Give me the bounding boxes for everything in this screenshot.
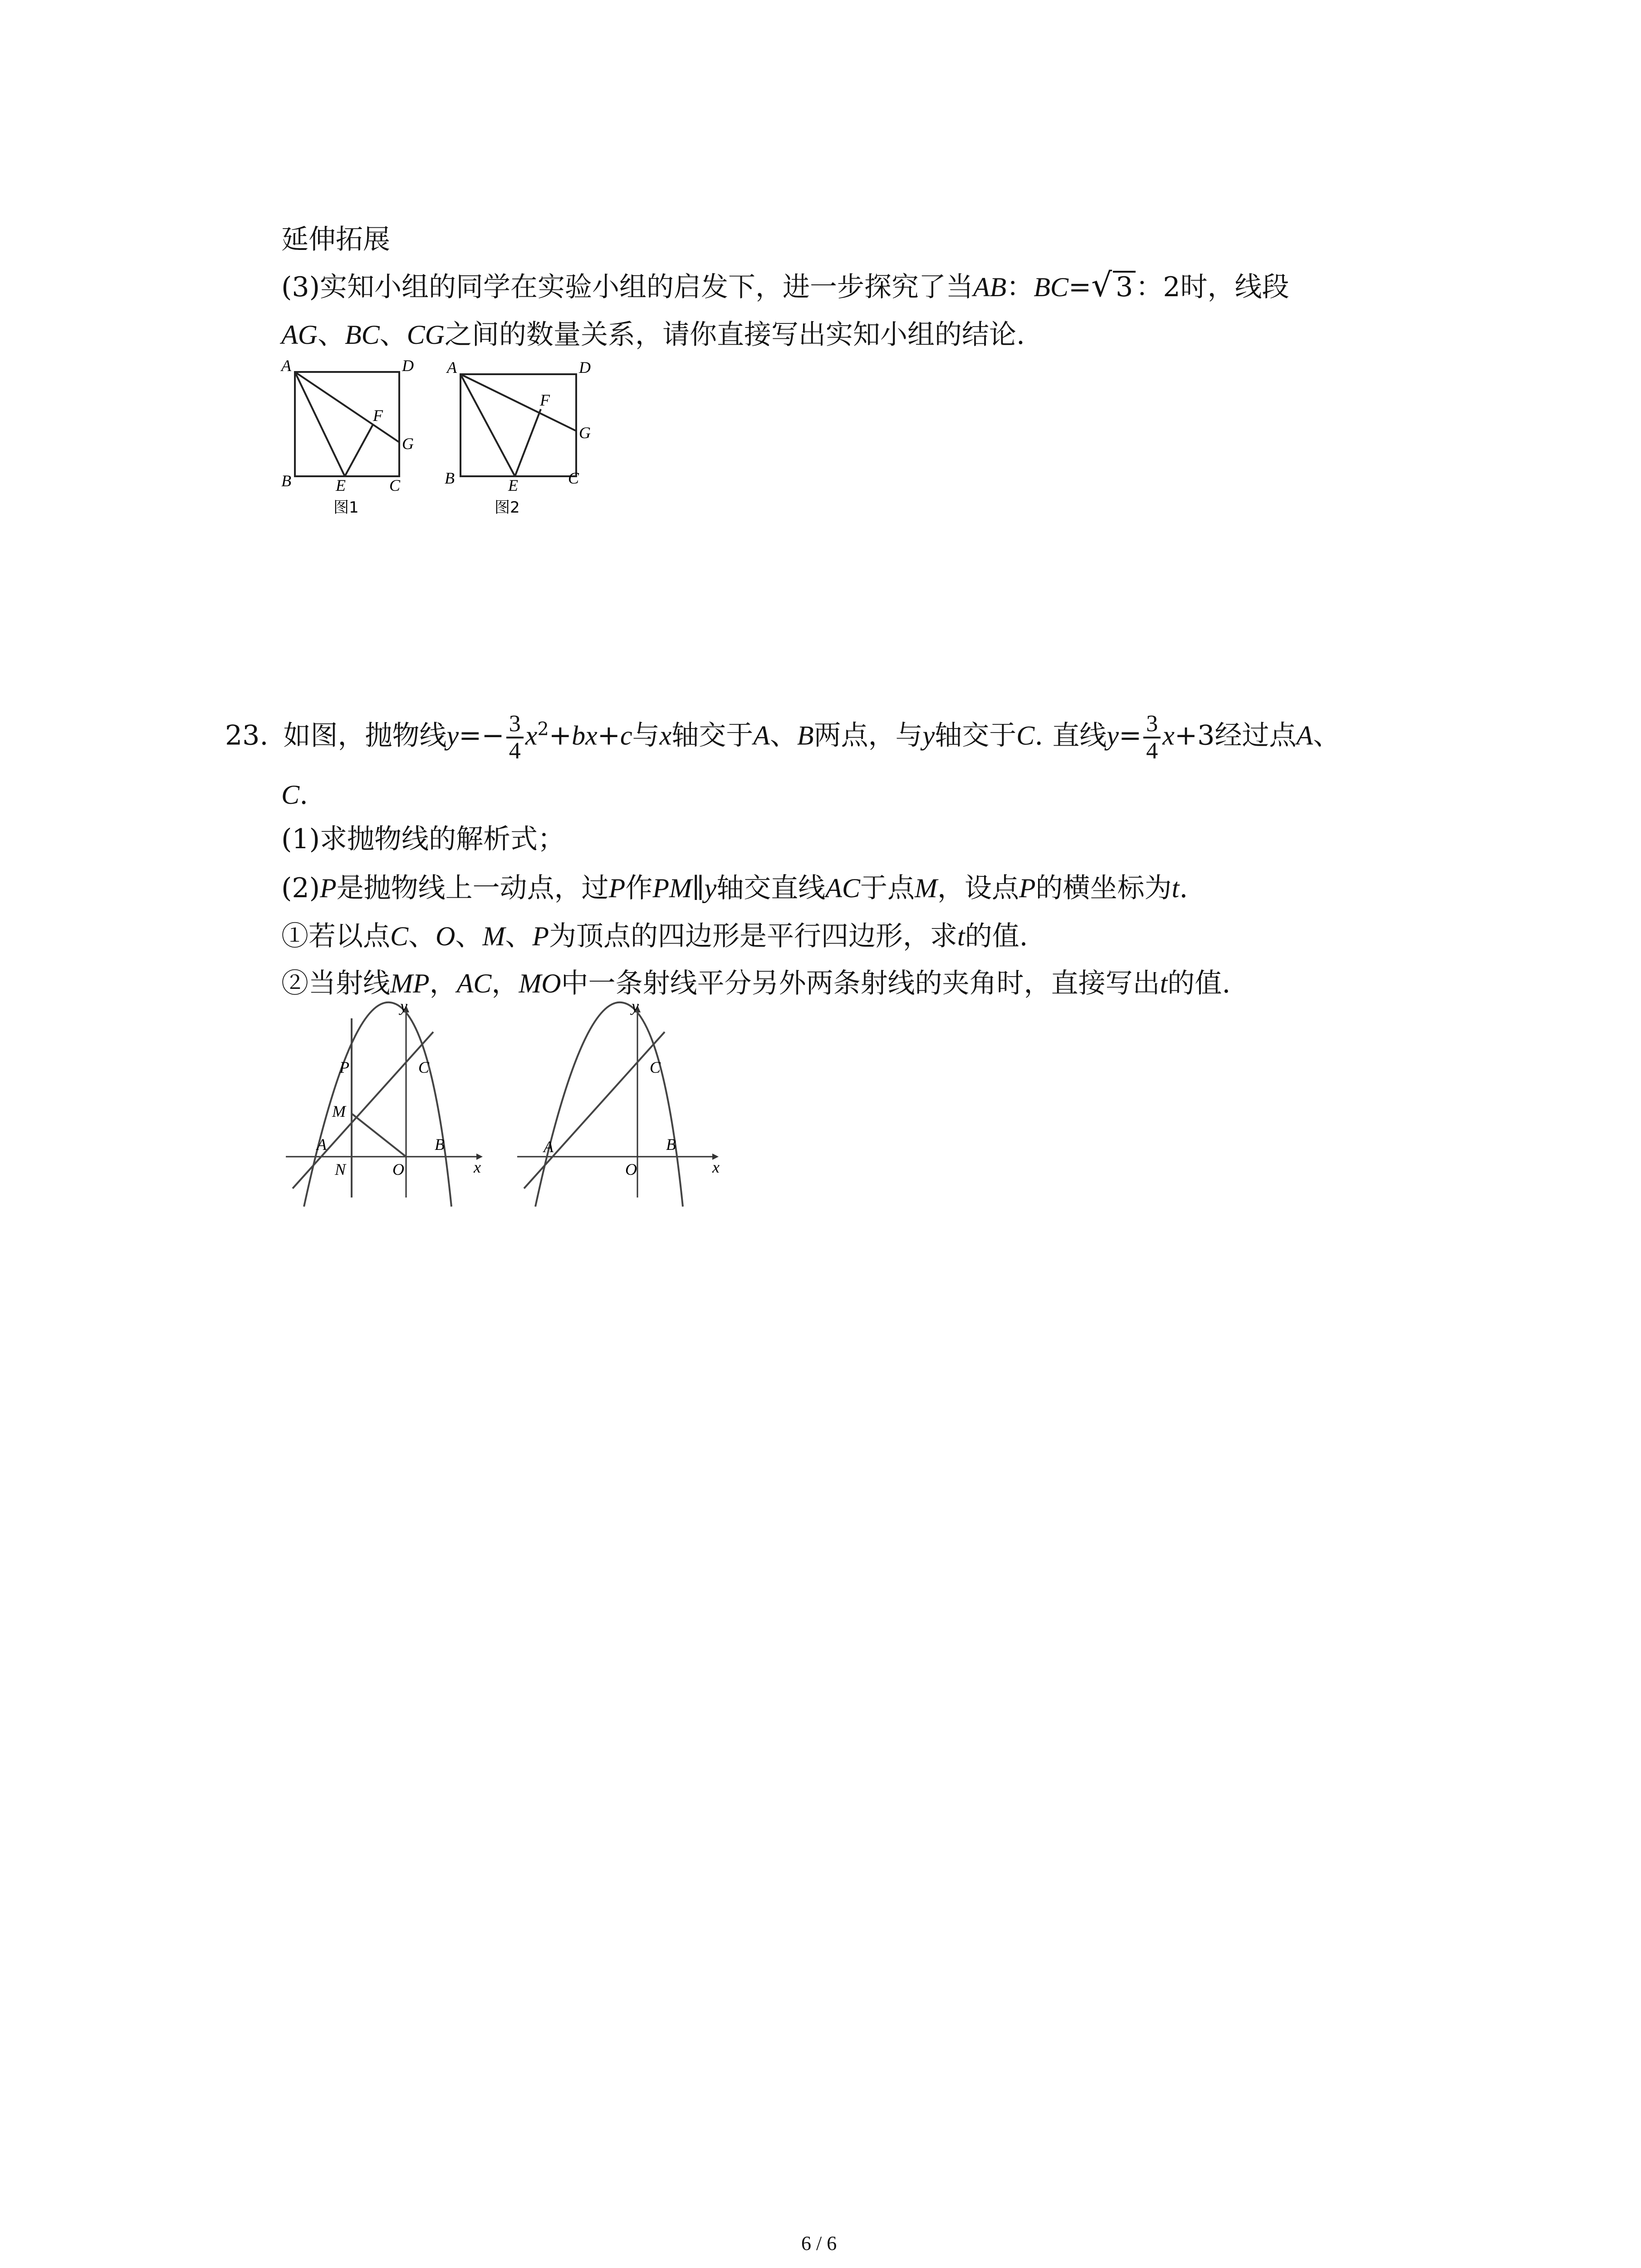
q23-case2: ②当射线MP，AC，MO中一条射线平分另外两条射线的夹角时，直接写出t的值. bbox=[281, 968, 1231, 999]
section-title: 延伸拓展 bbox=[281, 224, 390, 255]
label-G: G bbox=[579, 424, 591, 442]
point-A-label: A bbox=[317, 1135, 327, 1154]
q23-line1: 23. 如图，抛物线y=− $\frac{3}{4}$ $x^2+bx+c$与x轴交于A、B两点，与y轴交于C. 直线y= $\frac{3}{4}$ x+3经过点A、 bbox=[225, 711, 1340, 764]
point-M-label: M bbox=[332, 1102, 346, 1120]
q23-line2: C. bbox=[281, 779, 309, 811]
figure-1 bbox=[268, 358, 417, 517]
label-C: C bbox=[389, 476, 401, 494]
point-A-label: A bbox=[544, 1138, 554, 1156]
figure-2-caption: 图2 bbox=[495, 499, 520, 517]
label-A: A bbox=[281, 357, 291, 375]
label-A: A bbox=[447, 358, 457, 376]
label-G: G bbox=[402, 435, 414, 453]
point-C-label: C bbox=[650, 1058, 661, 1076]
axis-y-label: y bbox=[632, 997, 639, 1015]
q22-part3-line1: (3)实知小组的同学在实验小组的启发下，进一步探究了当AB：BC=√ 3 ：2时，线段 bbox=[281, 266, 1289, 304]
label-E: E bbox=[336, 476, 346, 494]
point-P-label: P bbox=[339, 1058, 349, 1076]
axis-x-label: x bbox=[712, 1158, 720, 1176]
label-F: F bbox=[540, 391, 550, 409]
axis-y-label: y bbox=[400, 997, 407, 1015]
q22-part3-line2: AG、BC、CG之间的数量关系，请你直接写出实知小组的结论. bbox=[281, 319, 1025, 351]
figure-1-caption: 图1 bbox=[333, 499, 359, 517]
label-B: B bbox=[281, 472, 291, 490]
q23-part2: (2)P是抛物线上一动点，过P作PM∥y轴交直线AC于点M，设点P的横坐标为t. bbox=[281, 872, 1188, 904]
point-N-label: N bbox=[335, 1160, 346, 1178]
question-number: 23. bbox=[225, 719, 269, 752]
q23-part1: (1)求抛物线的解析式； bbox=[281, 823, 565, 855]
label-E: E bbox=[508, 476, 518, 494]
point-C-label: C bbox=[418, 1058, 430, 1076]
axis-x-label: x bbox=[474, 1158, 481, 1176]
graph-2 bbox=[513, 998, 730, 1207]
point-O-label: O bbox=[392, 1160, 404, 1178]
figure-2 bbox=[431, 358, 603, 517]
label-F: F bbox=[373, 406, 383, 425]
label-B: B bbox=[445, 469, 455, 487]
fraction-3-4: $\frac{3}{4}$ bbox=[506, 711, 524, 764]
point-B-label: B bbox=[666, 1135, 676, 1154]
label-D: D bbox=[402, 357, 414, 375]
page-number: 6 / 6 bbox=[801, 2232, 837, 2254]
label-D: D bbox=[579, 358, 591, 376]
q23-case1: ①若以点C、O、M、P为顶点的四边形是平行四边形，求t的值. bbox=[281, 920, 1028, 952]
point-B-label: B bbox=[435, 1135, 445, 1154]
label-C: C bbox=[568, 469, 579, 487]
graph-1 bbox=[281, 998, 490, 1207]
point-O-label: O bbox=[625, 1160, 637, 1178]
